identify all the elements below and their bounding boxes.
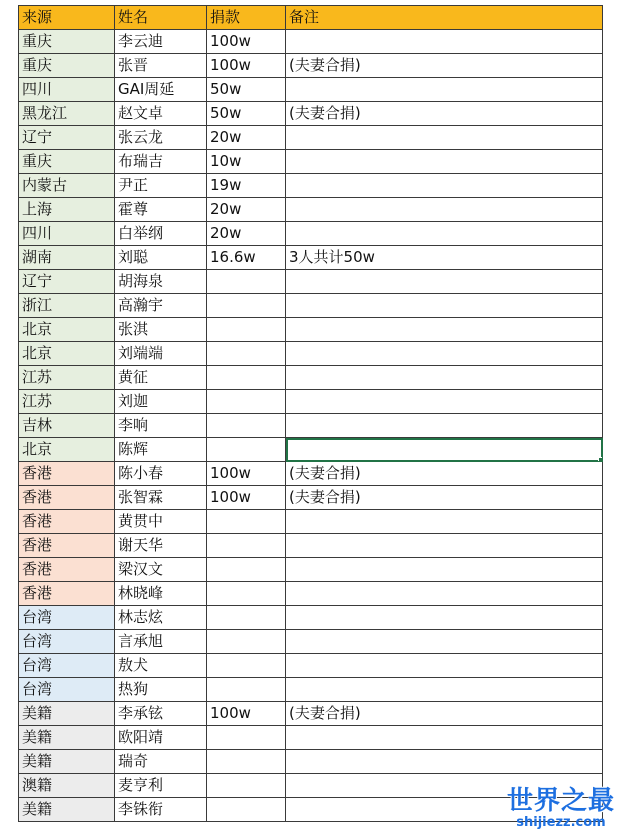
cell-amount[interactable]	[207, 366, 286, 390]
cell-name[interactable]: 李云迪	[115, 30, 207, 54]
cell-origin[interactable]: 美籍	[19, 702, 115, 726]
cell-name[interactable]: 敖犬	[115, 654, 207, 678]
cell-origin[interactable]: 台湾	[19, 678, 115, 702]
cell-amount[interactable]: 10w	[207, 150, 286, 174]
table-row	[19, 126, 603, 150]
cell-name[interactable]: 刘聪	[115, 246, 207, 270]
cell-origin[interactable]: 美籍	[19, 750, 115, 774]
cell-amount[interactable]	[207, 510, 286, 534]
cell-origin[interactable]: 四川	[19, 222, 115, 246]
cell-name[interactable]: 陈辉	[115, 438, 207, 462]
cell-origin[interactable]: 北京	[19, 342, 115, 366]
cell-note[interactable]	[286, 630, 603, 654]
cell-note[interactable]	[286, 366, 603, 390]
cell-amount[interactable]	[207, 342, 286, 366]
cell-note[interactable]	[286, 342, 603, 366]
cell-note[interactable]	[286, 414, 603, 438]
cell-name[interactable]: 陈小春	[115, 462, 207, 486]
cell-amount[interactable]	[207, 270, 286, 294]
cell-name[interactable]: 瑞奇	[115, 750, 207, 774]
cell-origin[interactable]: 台湾	[19, 606, 115, 630]
cell-origin[interactable]: 浙江	[19, 294, 115, 318]
table-row	[19, 54, 603, 78]
table-row	[19, 174, 603, 198]
table-row	[19, 606, 603, 630]
cell-origin[interactable]: 黑龙江	[19, 102, 115, 126]
cell-name[interactable]: 张智霖	[115, 486, 207, 510]
donation-table	[18, 5, 603, 822]
table-row	[19, 30, 603, 54]
table-row	[19, 678, 603, 702]
table-row	[19, 582, 603, 606]
table-row	[19, 390, 603, 414]
cell-note[interactable]	[286, 654, 603, 678]
cell-note[interactable]: (夫妻合捐)	[286, 102, 603, 126]
table-row	[19, 510, 603, 534]
cell-note[interactable]	[286, 270, 603, 294]
cell-origin[interactable]: 湖南	[19, 246, 115, 270]
table-row	[19, 486, 603, 510]
cell-name[interactable]: 梁汉文	[115, 558, 207, 582]
cell-origin[interactable]: 香港	[19, 486, 115, 510]
cell-origin[interactable]: 江苏	[19, 390, 115, 414]
cell-origin[interactable]: 香港	[19, 462, 115, 486]
cell-origin[interactable]: 辽宁	[19, 126, 115, 150]
cell-amount[interactable]: 100w	[207, 462, 286, 486]
cell-name[interactable]: 谢天华	[115, 534, 207, 558]
cell-name[interactable]: 麦亨利	[115, 774, 207, 798]
cell-origin[interactable]: 内蒙古	[19, 174, 115, 198]
cell-note[interactable]: 3人共计50w	[286, 246, 603, 270]
cell-note[interactable]	[286, 198, 603, 222]
cell-origin[interactable]: 重庆	[19, 150, 115, 174]
cell-name[interactable]: 言承旭	[115, 630, 207, 654]
cell-origin[interactable]: 台湾	[19, 654, 115, 678]
table-row	[19, 702, 603, 726]
cell-note[interactable]	[286, 558, 603, 582]
cell-note[interactable]	[286, 726, 603, 750]
cell-note[interactable]	[286, 78, 603, 102]
table-row	[19, 630, 603, 654]
cell-amount[interactable]	[207, 606, 286, 630]
table-row	[19, 150, 603, 174]
table-row	[19, 294, 603, 318]
cell-origin[interactable]: 北京	[19, 438, 115, 462]
cell-origin[interactable]: 香港	[19, 558, 115, 582]
cell-amount[interactable]: 20w	[207, 222, 286, 246]
table-row	[19, 270, 603, 294]
table-row	[19, 366, 603, 390]
table-row	[19, 78, 603, 102]
table-row	[19, 462, 603, 486]
cell-origin[interactable]: 四川	[19, 78, 115, 102]
cell-amount[interactable]	[207, 630, 286, 654]
cell-name[interactable]: 李承铉	[115, 702, 207, 726]
cell-amount[interactable]	[207, 558, 286, 582]
cell-note[interactable]: (夫妻合捐)	[286, 54, 603, 78]
cell-amount[interactable]: 50w	[207, 102, 286, 126]
cell-name[interactable]: 布瑞吉	[115, 150, 207, 174]
cell-note[interactable]	[286, 582, 603, 606]
cell-note[interactable]	[286, 606, 603, 630]
cell-note[interactable]	[286, 678, 603, 702]
cell-amount[interactable]	[207, 726, 286, 750]
cell-note[interactable]	[286, 126, 603, 150]
cell-name[interactable]: 黄征	[115, 366, 207, 390]
cell-name[interactable]: 黄贯中	[115, 510, 207, 534]
cell-origin[interactable]: 辽宁	[19, 270, 115, 294]
cell-note[interactable]: (夫妻合捐)	[286, 486, 603, 510]
watermark-url: shijiezz.com	[516, 815, 606, 830]
cell-amount[interactable]	[207, 774, 286, 798]
table-row	[19, 534, 603, 558]
cell-name[interactable]: 刘迦	[115, 390, 207, 414]
cell-amount[interactable]	[207, 582, 286, 606]
cell-name[interactable]: 李铢衔	[115, 798, 207, 822]
header-amount[interactable]: 捐款	[207, 6, 286, 30]
cell-note[interactable]	[286, 318, 603, 342]
cell-amount[interactable]	[207, 294, 286, 318]
cell-name[interactable]: 霍尊	[115, 198, 207, 222]
header-name[interactable]: 姓名	[115, 6, 207, 30]
table-row	[19, 654, 603, 678]
cell-name[interactable]: 林志炫	[115, 606, 207, 630]
table-row	[19, 726, 603, 750]
cell-amount[interactable]	[207, 318, 286, 342]
cell-name[interactable]: 尹正	[115, 174, 207, 198]
cell-amount[interactable]: 100w	[207, 30, 286, 54]
cell-note[interactable]: (夫妻合捐)	[286, 462, 603, 486]
header-note[interactable]: 备注	[286, 6, 603, 30]
cell-origin[interactable]: 台湾	[19, 630, 115, 654]
cell-note[interactable]	[286, 150, 603, 174]
cell-amount[interactable]	[207, 678, 286, 702]
cell-note[interactable]	[286, 390, 603, 414]
cell-amount[interactable]	[207, 534, 286, 558]
cell-origin[interactable]: 吉林	[19, 414, 115, 438]
cell-origin[interactable]: 美籍	[19, 726, 115, 750]
table-row	[19, 318, 603, 342]
cell-note[interactable]	[286, 750, 603, 774]
cell-origin[interactable]: 重庆	[19, 30, 115, 54]
cell-amount[interactable]	[207, 414, 286, 438]
cell-name[interactable]: 白举纲	[115, 222, 207, 246]
cell-name[interactable]: 赵文卓	[115, 102, 207, 126]
cell-name[interactable]: GAI周延	[115, 78, 207, 102]
cell-amount[interactable]	[207, 798, 286, 822]
cell-note[interactable]	[286, 534, 603, 558]
watermark-title: 世界之最	[506, 786, 615, 816]
cell-name[interactable]: 张云龙	[115, 126, 207, 150]
table-row	[19, 102, 603, 126]
header-origin[interactable]: 来源	[19, 6, 115, 30]
cell-amount[interactable]	[207, 438, 286, 462]
cell-origin[interactable]: 美籍	[19, 798, 115, 822]
table-body	[19, 30, 603, 822]
cell-note[interactable]	[286, 30, 603, 54]
cell-origin[interactable]: 重庆	[19, 54, 115, 78]
cell-note[interactable]: (夫妻合捐)	[286, 702, 603, 726]
cell-origin[interactable]: 香港	[19, 510, 115, 534]
cell-name[interactable]: 刘端端	[115, 342, 207, 366]
cell-amount[interactable]: 20w	[207, 126, 286, 150]
cell-amount[interactable]: 100w	[207, 702, 286, 726]
cell-origin[interactable]: 江苏	[19, 366, 115, 390]
cell-name[interactable]: 林晓峰	[115, 582, 207, 606]
table-row	[19, 246, 603, 270]
table-row	[19, 198, 603, 222]
cell-amount[interactable]: 20w	[207, 198, 286, 222]
table-row	[19, 342, 603, 366]
cell-note[interactable]	[286, 438, 603, 462]
cell-origin[interactable]: 香港	[19, 582, 115, 606]
cell-origin[interactable]: 香港	[19, 534, 115, 558]
cell-amount[interactable]	[207, 750, 286, 774]
cell-name[interactable]: 高瀚宇	[115, 294, 207, 318]
cell-note[interactable]	[286, 294, 603, 318]
cell-amount[interactable]: 100w	[207, 486, 286, 510]
cell-name[interactable]: 胡海泉	[115, 270, 207, 294]
cell-note[interactable]	[286, 222, 603, 246]
header-row	[19, 6, 603, 30]
table-row	[19, 414, 603, 438]
table-row	[19, 558, 603, 582]
cell-amount[interactable]: 19w	[207, 174, 286, 198]
site-watermark-logo	[501, 786, 621, 830]
table-row	[19, 438, 603, 462]
cell-origin[interactable]: 上海	[19, 198, 115, 222]
cell-amount[interactable]: 16.6w	[207, 246, 286, 270]
cell-name[interactable]: 李响	[115, 414, 207, 438]
cell-note[interactable]	[286, 510, 603, 534]
table-row	[19, 750, 603, 774]
cell-origin[interactable]: 澳籍	[19, 774, 115, 798]
cell-amount[interactable]: 100w	[207, 54, 286, 78]
table-row	[19, 222, 603, 246]
cell-name[interactable]: 张晋	[115, 54, 207, 78]
cell-note[interactable]	[286, 174, 603, 198]
cell-origin[interactable]: 北京	[19, 318, 115, 342]
cell-amount[interactable]	[207, 654, 286, 678]
cell-name[interactable]: 张淇	[115, 318, 207, 342]
cell-amount[interactable]	[207, 390, 286, 414]
cell-name[interactable]: 欧阳靖	[115, 726, 207, 750]
cell-amount[interactable]: 50w	[207, 78, 286, 102]
cell-name[interactable]: 热狗	[115, 678, 207, 702]
